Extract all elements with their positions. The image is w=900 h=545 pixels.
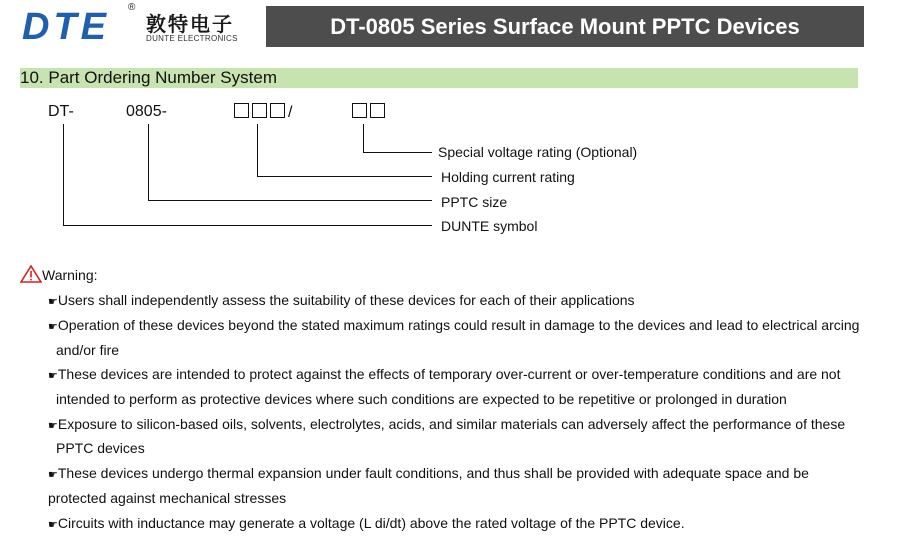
warning-bullet bbox=[48, 412, 888, 439]
warning-bullet bbox=[48, 288, 888, 315]
pointing-hand-icon: ☛ bbox=[48, 419, 58, 432]
pointing-hand-icon: ☛ bbox=[48, 468, 58, 481]
warning-header bbox=[20, 265, 98, 283]
warning-bullet bbox=[48, 511, 888, 538]
warning-bullet-continuation bbox=[56, 436, 896, 461]
bullet-text: and/or fire bbox=[56, 342, 120, 358]
callout-symbol bbox=[64, 124, 433, 226]
logo-mark-text: DTE bbox=[22, 8, 110, 44]
callout-voltage bbox=[364, 124, 433, 153]
warning-title: Warning: bbox=[42, 267, 98, 283]
bullet-text: PPTC devices bbox=[56, 440, 145, 456]
bullet-text: These devices are intended to protect against the effects of temporary over-current or over-temperature conditions and are not bbox=[57, 366, 841, 382]
bullet-text: intended to perform as protective devices where such conditions are expected to be repetitive or prolonged in duration bbox=[56, 391, 787, 407]
placeholder-box bbox=[270, 103, 285, 118]
bullet-text: Operation of these devices beyond the stated maximum ratings could result in damage to the devices and lead to electrical arcing bbox=[57, 317, 860, 333]
legend-voltage-rating: Special voltage rating (Optional) bbox=[438, 144, 638, 160]
section-title: 10. Part Ordering Number System bbox=[20, 68, 858, 88]
registered-mark: ® bbox=[128, 2, 136, 13]
document-title: DT-0805 Series Surface Mount PPTC Devices bbox=[266, 6, 864, 47]
company-name-cn: 敦特电子 bbox=[146, 12, 234, 36]
warning-triangle-icon bbox=[20, 265, 42, 283]
legend-pptc-size: PPTC size bbox=[441, 194, 508, 210]
placeholder-box bbox=[352, 103, 367, 118]
bullet-text: Exposure to silicon-based oils, solvents, electrolytes, acids, and similar materials can adversely affect the performance of these bbox=[57, 416, 846, 432]
code-prefix: DT- bbox=[48, 103, 74, 120]
bullet-text: These devices undergo thermal expansion under fault conditions, and thus shall be provided with adequate space and be bbox=[57, 465, 809, 481]
warning-bullet bbox=[48, 313, 888, 340]
code-size: 0805- bbox=[126, 103, 167, 120]
warning-bullet-continuation bbox=[48, 486, 888, 511]
legend-dunte-symbol: DUNTE symbol bbox=[441, 218, 538, 234]
pointing-hand-icon: ☛ bbox=[48, 320, 58, 333]
company-name-en: DUNTE ELECTRONICS bbox=[146, 34, 238, 43]
code-separator: / bbox=[288, 104, 293, 121]
dte-logo-mark bbox=[22, 8, 140, 44]
bullet-text: protected against mechanical stresses bbox=[48, 490, 287, 506]
warning-bullet bbox=[48, 362, 888, 389]
placeholder-box bbox=[370, 103, 385, 118]
code-holding-boxes bbox=[234, 103, 292, 122]
bullet-text: Users shall independently assess the suitability of these devices for each of their applications bbox=[57, 292, 635, 308]
pointing-hand-icon: ☛ bbox=[48, 369, 58, 382]
warning-bullet bbox=[48, 461, 888, 488]
bullet-text: Circuits with inductance may generate a voltage (L di/dt) above the rated voltage of the PPTC device. bbox=[57, 515, 685, 531]
code-voltage-boxes bbox=[352, 103, 388, 122]
pointing-hand-icon: ☛ bbox=[48, 518, 58, 531]
callout-holding bbox=[258, 124, 433, 177]
pointing-hand-icon: ☛ bbox=[48, 295, 58, 308]
warning-bullet-continuation bbox=[56, 338, 896, 363]
legend-holding-current: Holding current rating bbox=[441, 169, 575, 185]
callout-size bbox=[149, 124, 433, 201]
placeholder-box bbox=[234, 103, 249, 118]
placeholder-box bbox=[252, 103, 267, 118]
warning-bullet-continuation bbox=[56, 387, 896, 412]
